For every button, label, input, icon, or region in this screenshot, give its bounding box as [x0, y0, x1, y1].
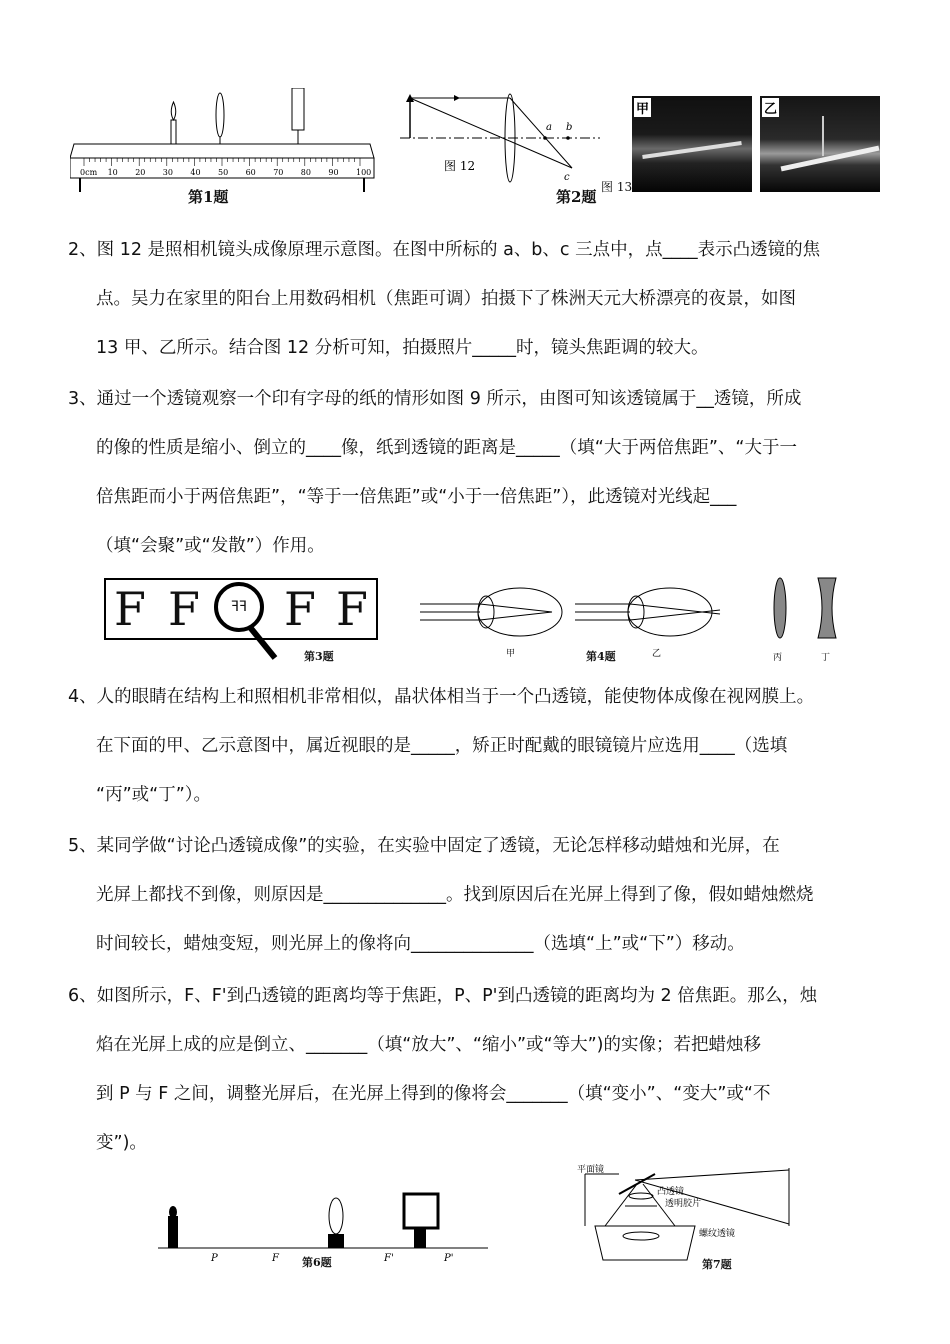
- photo-jia-label: 甲: [634, 98, 651, 117]
- svg-text:透明胶片: 透明胶片: [665, 1199, 702, 1209]
- question-6-line-4: 变”)。: [96, 1133, 147, 1153]
- figure-3-caption: 第3题: [304, 650, 334, 663]
- question-4-line-2: 在下面的甲、乙示意图中，属近视眼的是_____，矫正时配戴的眼镜镜片应选用____（选填: [96, 736, 788, 756]
- ruler-tick-label: 50: [218, 168, 229, 177]
- figure-1-optical-bench: [70, 88, 380, 198]
- ruler-tick-label: 80: [300, 168, 311, 177]
- ruler-tick-label: 20: [135, 168, 146, 177]
- svg-text:乙: 乙: [652, 649, 662, 659]
- ruler-tick-label: 100: [356, 168, 372, 177]
- ruler-tick-label: 60: [245, 168, 256, 177]
- point-p-prime-label: P': [444, 1253, 454, 1264]
- ruler-tick-label: 90: [328, 168, 339, 177]
- question-5-line-2: 光屏上都找不到像，则原因是______________。找到原因后在光屏上得到了像，假如蜡烛燃烧: [96, 885, 814, 905]
- question-4-line-3: “丙”或“丁”）。: [96, 785, 212, 805]
- question-3-line-4: （填“会聚”或“发散”）作用。: [96, 536, 325, 556]
- ruler-tick-label: 30: [162, 168, 173, 177]
- question-2-line-2: 点。吴力在家里的阳台上用数码相机（焦距可调）拍摄下了株洲天元大桥漂亮的夜景，如图: [96, 289, 796, 309]
- question-5-line-1: 5、某同学做“讨论凸透镜成像”的实验，在实验中固定了透镜，无论怎样移动蜡烛和光屏，在: [68, 836, 780, 856]
- question-4-line-1: 4、人的眼睛在结构上和照相机非常相似，晶状体相当于一个凸透镜，能使物体成像在视网膜上。: [68, 687, 815, 707]
- question-3-line-1: 3、通过一个透镜观察一个印有字母的纸的情形如图 9 所示，由图可知该透镜属于__透镜，所成: [68, 389, 802, 409]
- question-6-line-2: 焰在光屏上成的应是倒立、_______（填“放大”、“缩小”或“等大”)的实像；若把蜡烛移: [96, 1035, 761, 1055]
- figure-4-eye-diagrams: [420, 582, 750, 662]
- figure-12-lens-diagram: [400, 88, 600, 188]
- figure-2-caption: 第2题: [556, 188, 597, 206]
- svg-text:甲: 甲: [506, 649, 516, 659]
- photo-yi-night-bridge: [760, 96, 880, 192]
- question-2-line-3: 13 甲、乙所示。结合图 12 分析可知，拍摄照片_____时，镜头焦距调的较大。: [96, 338, 709, 358]
- question-3-line-3: 倍焦距而小于两倍焦距”，“等于一倍焦距”或“小于一倍焦距”），此透镜对光线起___: [96, 487, 737, 507]
- figure-3-magnifier: F F ꟻꟻ F F: [104, 578, 378, 640]
- question-6-line-1: 6、如图所示，F、F'到凸透镜的距离均等于焦距，P、P'到凸透镜的距离均为 2 倍焦距。那么，烛: [68, 986, 818, 1006]
- svg-text:凸透镜: 凸透镜: [657, 1187, 685, 1197]
- figure-7-caption: 第7题: [702, 1258, 732, 1271]
- question-2-line-1: 2、图 12 是照相机镜头成像原理示意图。在图中所标的 a、b、c 三点中，点____表示凸透镜的焦: [68, 240, 821, 260]
- svg-text:螺纹透镜: 螺纹透镜: [699, 1229, 736, 1239]
- question-2: [68, 226, 888, 373]
- svg-text:丁: 丁: [821, 653, 831, 663]
- figure-4-caption: 第4题: [586, 650, 616, 663]
- figure-7-projector: [575, 1164, 805, 1264]
- ruler-tick-label: 10: [107, 168, 118, 177]
- point-p-label: P: [211, 1253, 218, 1264]
- question-3-line-2: 的像的性质是缩小、倒立的____像，纸到透镜的距离是_____（填“大于两倍焦距”、“大于一: [96, 438, 797, 458]
- point-f-label: F: [272, 1253, 279, 1264]
- photo-jia-night-bridge: [632, 96, 752, 192]
- svg-text:平面镜: 平面镜: [577, 1165, 605, 1175]
- lens-bing-convex: [770, 576, 790, 666]
- point-a-label: a: [546, 122, 552, 133]
- ruler-tick-label: 0cm: [80, 168, 98, 177]
- point-f-prime-label: F': [384, 1253, 394, 1264]
- figure-6-caption: 第6题: [302, 1256, 332, 1269]
- point-c-label: c: [564, 172, 570, 183]
- question-5-line-3: 时间较长，蜡烛变短，则光屏上的像将向______________（选填“上”或“下”）移动。: [96, 934, 745, 954]
- magnifier-handle: [245, 624, 285, 664]
- question-5: [68, 822, 888, 969]
- figure-1-caption: 第1题: [188, 188, 229, 206]
- photo-yi-label: 乙: [762, 98, 779, 117]
- question-3: [68, 375, 888, 571]
- question-6: [68, 972, 888, 1168]
- question-4: [68, 673, 888, 820]
- svg-text:丙: 丙: [773, 653, 783, 663]
- ruler-tick-label: 70: [273, 168, 284, 177]
- figure-13-label: 图 13: [601, 180, 633, 194]
- point-b-label: b: [566, 122, 573, 133]
- lens-ding-concave: [815, 576, 839, 666]
- figure-12-label: 图 12: [444, 159, 476, 173]
- ruler-tick-label: 40: [190, 168, 201, 177]
- question-6-line-3: 到 P 与 F 之间，调整光屏后，在光屏上得到的像将会_______（填“变小”、“变大”或“不: [96, 1084, 771, 1104]
